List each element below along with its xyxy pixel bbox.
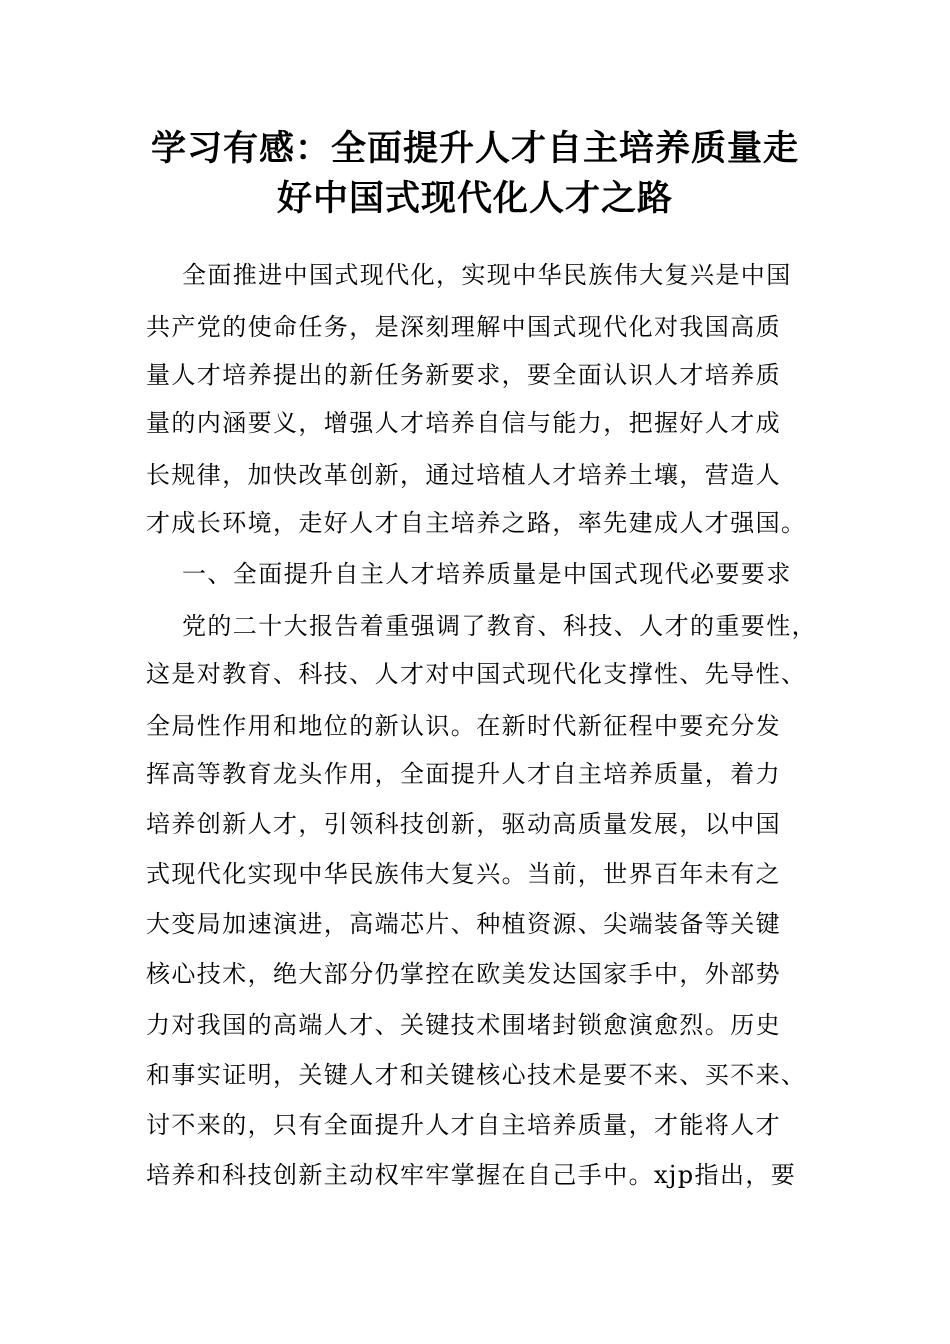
- paragraph-1-line-1: 全面推进中国式现代化，实现中华民族伟大复兴是中国: [182, 261, 792, 289]
- paragraph-2-line-4: 挥高等教育龙头作用，全面提升人才自主培养质量，着力: [146, 760, 781, 788]
- paragraph-2-line-5: 培养创新人才，引领科技创新，驱动高质量发展，以中国: [146, 810, 781, 838]
- paragraph-2-line-9: 力对我国的高端人才、关键技术围堵封锁愈演愈烈。历史: [146, 1011, 781, 1039]
- section-heading-1: 一、全面提升自主人才培养质量是中国式现代必要要求: [182, 560, 792, 588]
- document-title-line-2: 好中国式现代化人才之路: [276, 178, 673, 219]
- paragraph-1-line-4: 量的内涵要义，增强人才培养自信与能力，把握好人才成: [146, 409, 781, 437]
- paragraph-2-line-11: 讨不来的，只有全面提升人才自主培养质量，才能将人才: [146, 1111, 781, 1139]
- paragraph-2-line-1: 党的二十大报告着重强调了教育、科技、人才的重要性，: [182, 612, 817, 640]
- paragraph-1-line-3: 量人才培养提出的新任务新要求，要全面认识人才培养质: [146, 361, 781, 389]
- paragraph-2-line-6: 式现代化实现中华民族伟大复兴。当前，世界百年未有之: [146, 860, 781, 888]
- paragraph-2-line-7: 大变局加速演进，高端芯片、种植资源、尖端装备等关键: [146, 910, 781, 938]
- paragraph-2-line-2: 这是对教育、科技、人才对中国式现代化支撑性、先导性、: [146, 660, 807, 688]
- paragraph-2-line-10: 和事实证明，关键人才和关键核心技术是要不来、买不来、: [146, 1061, 807, 1089]
- paragraph-2-line-8: 核心技术，绝大部分仍掌控在欧美发达国家手中，外部势: [146, 960, 781, 988]
- document-title-line-1: 学习有感：全面提升人才自主培养质量走: [150, 128, 799, 169]
- paragraph-1-line-6: 才成长环境，走好人才自主培养之路，率先建成人才强国。: [146, 509, 807, 537]
- paragraph-1-line-2: 共产党的使命任务，是深刻理解中国式现代化对我国高质: [146, 313, 781, 341]
- paragraph-2-line-3: 全局性作用和地位的新认识。在新时代新征程中要充分发: [146, 712, 781, 740]
- paragraph-2-line-12: 培养和科技创新主动权牢牢掌握在自己手中。xjp指出，要: [146, 1161, 797, 1189]
- paragraph-1-line-5: 长规律，加快改革创新，通过培植人才培养土壤，营造人: [146, 461, 781, 489]
